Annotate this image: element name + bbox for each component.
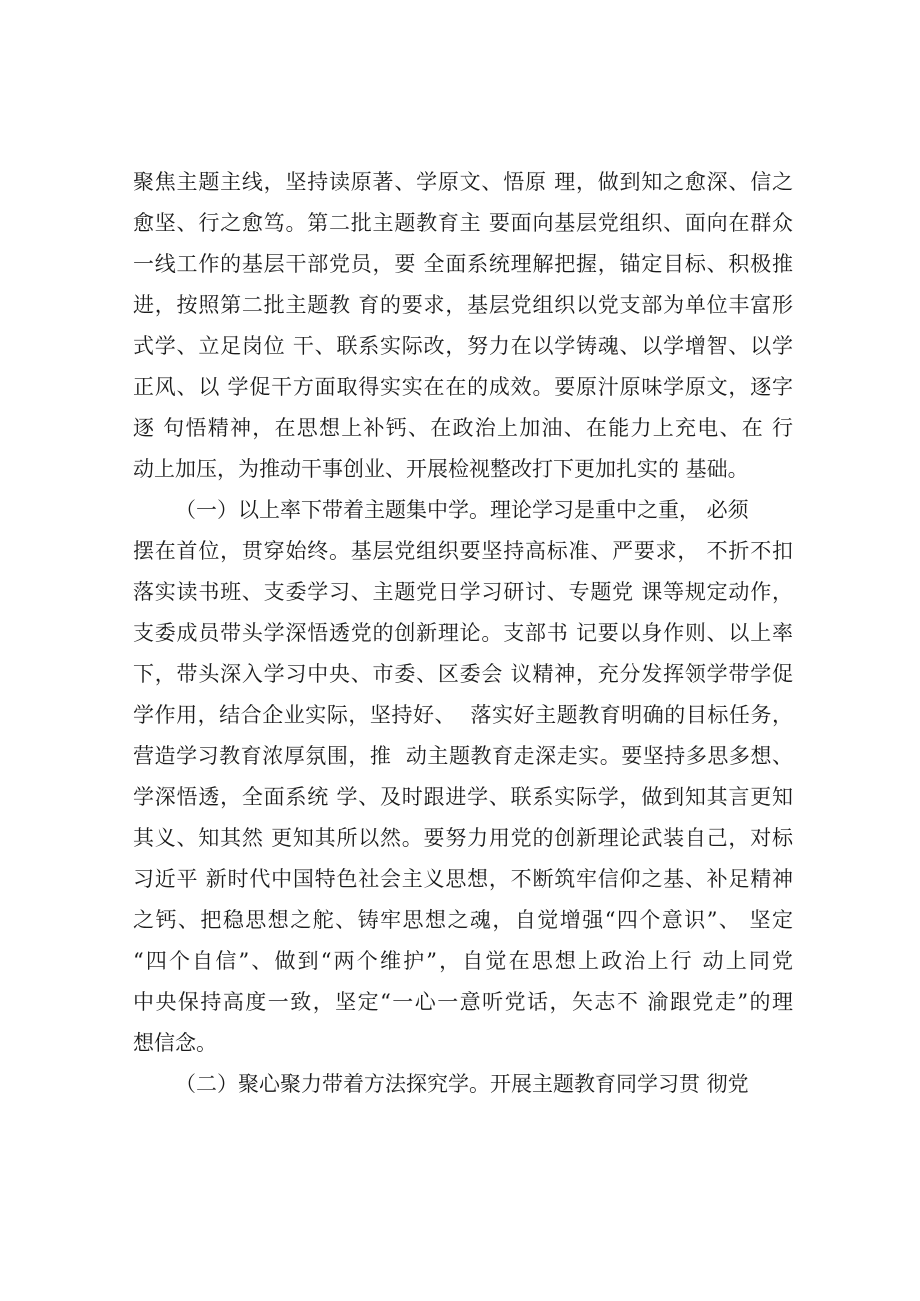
text-line: 正风、以 学促干方面取得实实在在的成效。要原汁原味学原文，逐字: [133, 375, 793, 399]
text-line: 习近平 新时代中国特色社会主义思想，不断筑牢信仰之基、补足精神: [133, 867, 793, 891]
body-text: [133, 162, 793, 1105]
text-line: 逐 句悟精神，在思想上补钙、在政治上加油、在能力上充电、在 行: [133, 416, 793, 440]
text-line: 动上加压，为推动干事创业、开展检视整改打下更加扎实的 基础。: [133, 457, 749, 481]
text-line: 聚焦主题主线，坚持读原著、学原文、悟原 理，做到知之愈深、信之: [133, 170, 793, 194]
text-line: 一线工作的基层干部党员，要 全面系统理解把握，锚定目标、积极推: [133, 252, 793, 276]
text-line: 式学、立足岗位 干、联系实际改，努力在以学铸魂、以学增智、以学: [133, 334, 793, 358]
text-line: 下，带头深入学习中央、市委、区委会 议精神，充分发挥领学带学促: [133, 662, 793, 686]
text-line: 中央保持高度一致，坚定“一心一意听党话，矢志不 渝跟党走”的理: [133, 990, 793, 1014]
text-line: 学作用，结合企业实际，坚持好、 落实好主题教育明确的目标任务，: [133, 703, 793, 727]
text-line: “四个自信”、做到“两个维护”，自觉在思想上政治上行 动上同党: [133, 949, 793, 973]
text-line: 进，按照第二批主题教 育的要求，基层党组织以党支部为单位丰富形: [133, 293, 793, 317]
text-line: 想信念。: [133, 1031, 217, 1055]
text-line: 之钙、把稳思想之舵、铸牢思想之魂，自觉增强“四个意识”、 坚定: [133, 908, 793, 932]
text-line: 其义、知其然 更知其所以然。要努力用党的创新理论武装自己，对标: [133, 826, 793, 850]
text-line-indented: （二）聚心聚力带着方法探究学。开展主题教育同学习贯 彻党: [175, 1072, 749, 1096]
text-line: 支委成员带头学深悟透党的创新理论。支部书 记要以身作则、以上率: [133, 621, 793, 645]
text-line: 营造学习教育浓厚氛围，推 动主题教育走深走实。要坚持多思多想、: [133, 744, 793, 768]
text-line: 落实读书班、支委学习、主题党日学习研讨、专题党 课等规定动作，: [133, 580, 793, 604]
text-line: 学深悟透，全面系统 学、及时跟进学、联系实际学，做到知其言更知: [133, 785, 793, 809]
text-line: 摆在首位，贯穿始终。基层党组织要坚持高标准、严要求， 不折不扣: [133, 539, 793, 563]
text-line-indented: （一）以上率下带着主题集中学。理论学习是重中之重， 必须: [175, 498, 749, 522]
text-line: 愈坚、行之愈笃。第二批主题教育主 要面向基层党组织、面向在群众: [133, 211, 793, 235]
